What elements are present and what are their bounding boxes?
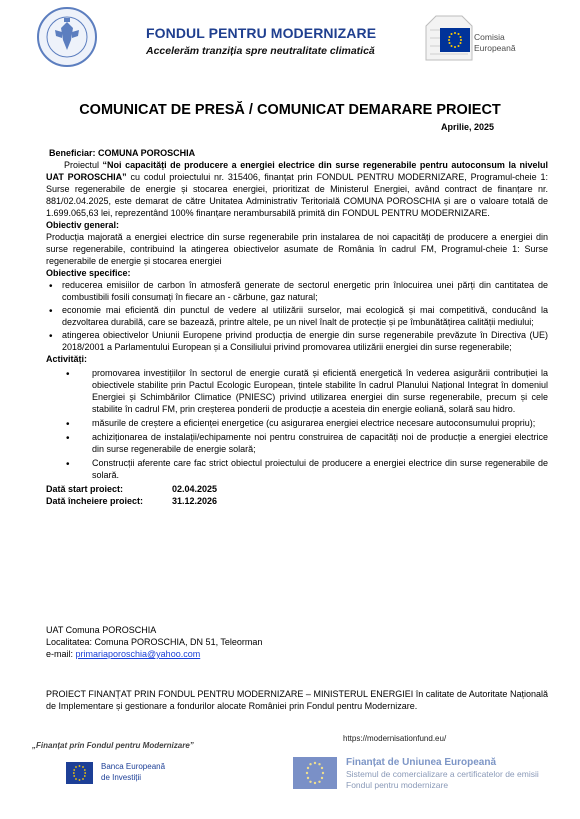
project-financing-note: PROIECT FINANȚAT PRIN FONDUL PENTRU MODERNIZARE – MINISTERUL ENERGIEI în calitate de Autoritate Națională de Implementare și gestionare a fondurilor alocate României prin Fondul pentru Modernizare. [46,689,548,711]
page-title: COMUNICAT DE PRESĂ / COMUNICAT DEMARARE PROIECT [79,102,501,118]
list-item: • economie mai eficientă din punctul de vedere al utilizării surselor, mai ecologică și mai competitivă, conducând la dezvoltarea durabilă, care se bazează, printre altele, pe un nivel înalt de protecție și pe îmbunătățirea calității mediului; [46,305,548,329]
bei-flag-icon [66,762,93,784]
list-item: • promovarea investițiilor în sectorul de energie curată și eficientă energetică în vederea asigurării contribuției la obiectivele stabilite prin Pactul Ecologic European, țintele stabilite în cadrul Planului Național Integrat în domeniul Energiei și Schimbărilor Climatice (PNIESC) privind utilizarea energiei din surse regenerabile, precum și cele stabilite în cadrul FM, prin creșterea ponderii de producție a acesteia din energie eoliană, solară sau hidro. [46,368,548,416]
activities-heading: Activități: [46,354,88,365]
end-date-value: 31.12.2026 [172,496,218,507]
press-release-body [46,148,548,508]
release-date: Aprilie, 2025 [440,122,494,132]
financed-by-note: „Finanțat prin Fondul pentru Modernizare” [32,741,194,750]
start-date-value: 02.04.2025 [172,484,218,495]
email-link[interactable]: primariaporoschia@yahoo.com [75,648,201,659]
list-item: • achiziționarea de instalații/echipamente noi pentru construirea de capacități noi de producție a energiei electrice din surse regenerabile de energie solară; [46,432,548,456]
list-item: • reducerea emisiilor de carbon în atmosferă generate de sectorul energetic prin înlocuirea unei părți din cantitatea de combustibili fosili consumați în fiecare an - cărbune, gaz natural; [46,280,548,304]
project-dates [46,484,548,508]
list-item: • atingerea obiectivelor Uniunii Europene privind producția de energie din surse regenerabile prevăzute în Directiva (UE) 2018/2001 a Parlamentului European și a Consiliului privind promovarea utilizării energiei din surse regenerabile; [46,330,548,354]
contact-locality: Localitatea: Comuna POROSCHIA, DN 51, Teleorman [46,636,263,647]
specific-objectives-list [46,280,548,354]
eu-funding-label: Finanțat de Uniunea Europeană Sistemul de comercializare a certificatelor de emisii Fondul pentru modernizare [346,757,539,791]
eu-flag-footer-icon [293,757,337,789]
general-objective-heading: Obiectiv general: [46,219,120,230]
list-item: • Construcții aferente care fac strict obiectul proiectului de producere a energiei electrice din surse regenerabile de solară. [46,458,548,482]
start-date-row: Dată start proiect: 02.04.2025 [46,484,218,495]
end-date-row: Dată încheiere proiect: 31.12.2026 [46,496,218,507]
project-intro: Proiectul “Noi capacități de producere a energiei electrice din surse regenerabile pentru autoconsum la nivelul UAT POROSCHIA” cu codul proiectului nr. 315406, finanțat prin FONDUL PENTRU MODERNIZARE, Programul-cheie 1: Surse regenerabile de energie și stocarea energiei, prioritizat de Ministerul Energiei, având contract de finanțare nr. 881/02.04.2025, este demarat de către Unitatea Administrativ Teritorială COMUNA POROSCHIA și are o valoare totală de 1.699.065,63 lei, reprezentând 100% finanțare nerambursabilă primită din FONDUL PENTRU MODERNIZARE. [46,159,548,218]
contact-org: UAT Comuna POROSCHIA [46,625,157,635]
specific-objectives-heading: Obiective specifice: [46,267,131,278]
activities-list [46,368,548,482]
contact-block [46,625,548,661]
beneficiary: Beneficiar: COMUNA POROSCHIA [49,148,196,158]
european-commission-label: Comisia Europeană [474,32,516,53]
fund-title: FONDUL PENTRU MODERNIZARE [146,25,377,41]
bei-label: Banca Europeană de Investiții [101,762,166,782]
list-item: • măsurile de creștere a eficienței energetice (cu asigurarea energiei electrice necesare autoconsumului propriu); [46,418,548,430]
fund-website-link[interactable]: https://modernisationfund.eu/ [343,734,447,743]
project-name: “Noi capacități de producere a energiei electrice din surse regenerabile pentru autoconsum la nivelul UAT POROSCHIA” [46,159,548,182]
eu-flag-icon [440,28,470,52]
contact-email-line: e-mail: primariaporoschia@yahoo.com [46,648,201,659]
general-objective-text: Producția majorată a energiei electrice din surse regenerabile prin instalarea de noi capacități de producere a energiei din surse regenerabile, contribuind la atingerea obiectivelor asumate de România în cadrul FM, Programul-cheie 1: Surse regenerabile de energie și stocarea energiei [46,231,548,266]
fund-subtitle: Accelerăm tranziția spre neutralitate climatică [146,45,375,57]
government-seal-logo [36,6,98,68]
